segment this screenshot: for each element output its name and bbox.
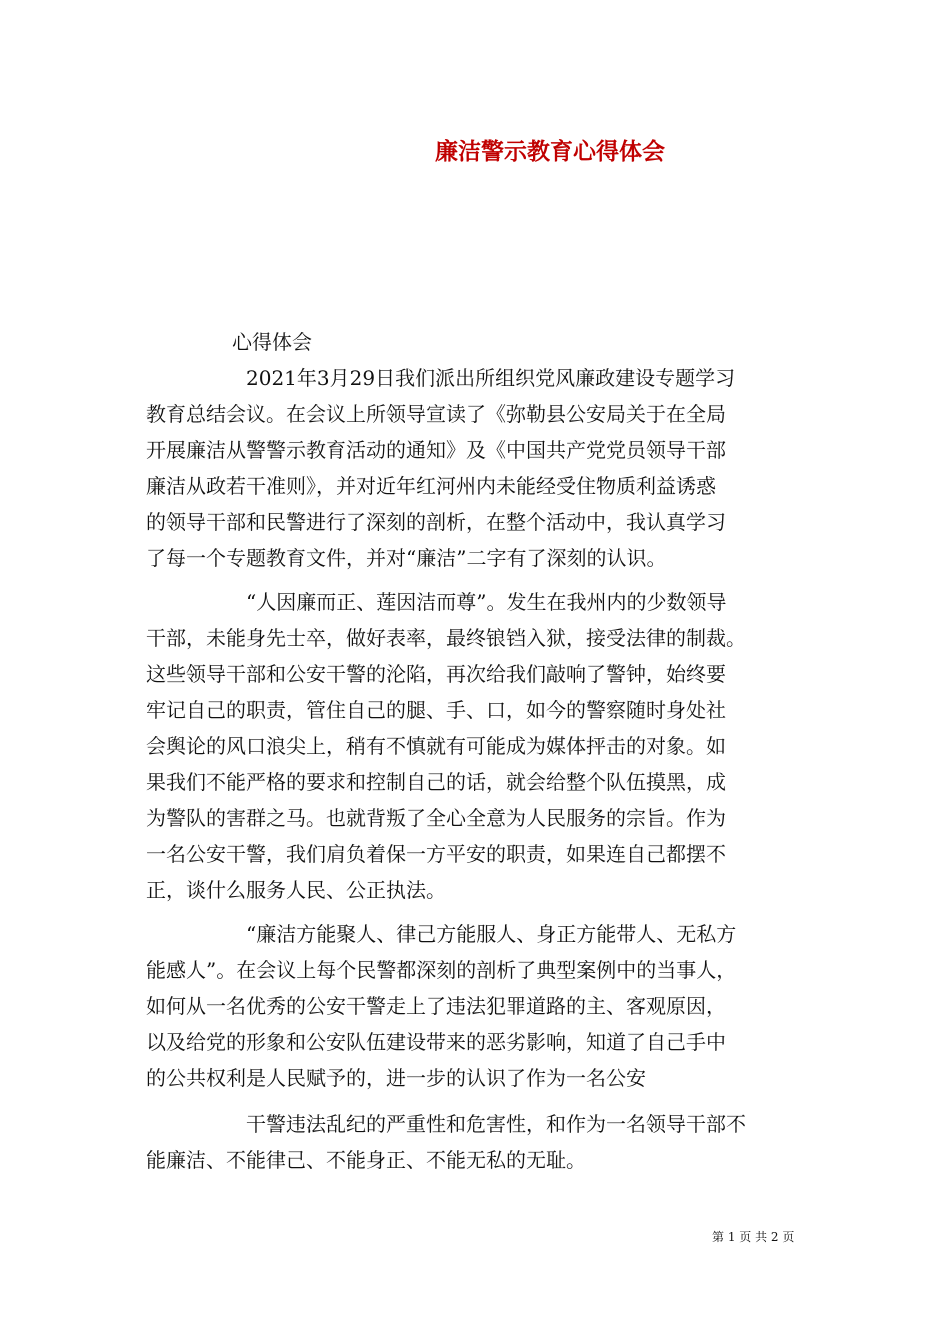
paragraph-line: 牢记自己的职责，管住自己的腿、手、口，如今的警察随时身处社 bbox=[146, 698, 726, 722]
paragraph-line: 开展廉洁从警警示教育活动的通知》及《中国共产党党员领导干部 bbox=[146, 438, 726, 462]
paragraph-line: 的领导干部和民警进行了深刻的剖析，在整个活动中，我认真学习 bbox=[146, 510, 726, 534]
paragraph-line: 如何从一名优秀的公安干警走上了违法犯罪道路的主、客观原因， bbox=[146, 994, 726, 1018]
paragraph-line: 2021年3月29日我们派出所组织党风廉政建设专题学习 bbox=[246, 366, 736, 390]
document-title: 廉洁警示教育心得体会 bbox=[435, 139, 665, 165]
paragraph-line: “廉洁方能聚人、律己方能服人、身正方能带人、无私方 bbox=[246, 922, 737, 946]
paragraph-line: 果我们不能严格的要求和控制自己的话，就会给整个队伍摸黑，成 bbox=[146, 770, 726, 794]
paragraph-line: 以及给党的形象和公安队伍建设带来的恶劣影响，知道了自己手中 bbox=[146, 1030, 726, 1054]
page-number: 第 1 页 共 2 页 bbox=[712, 1230, 795, 1244]
paragraph-line: 廉洁从政若干准则》，并对近年红河州内未能经受住物质利益诱惑 bbox=[146, 474, 716, 498]
paragraph-line: 干部，未能身先士卒，做好表率，最终锒铛入狱，接受法律的制裁。 bbox=[146, 626, 746, 650]
paragraph-line: 正，谈什么服务人民、公正执法。 bbox=[146, 878, 446, 902]
paragraph-line: 会舆论的风口浪尖上，稍有不慎就有可能成为媒体抨击的对象。如 bbox=[146, 734, 726, 758]
paragraph-line: 能感人”。在会议上每个民警都深刻的剖析了典型案例中的当事人， bbox=[146, 958, 737, 982]
paragraph-line: 的公共权利是人民赋予的，进一步的认识了作为一名公安 bbox=[146, 1066, 646, 1090]
paragraph-line: 教育总结会议。在会议上所领导宣读了《弥勒县公安局关于在全局 bbox=[146, 402, 726, 426]
section-heading: 心得体会 bbox=[232, 330, 312, 354]
paragraph-line: “人因廉而正、莲因洁而尊”。发生在我州内的少数领导 bbox=[246, 590, 727, 614]
paragraph-line: 这些领导干部和公安干警的沦陷，再次给我们敲响了警钟，始终要 bbox=[146, 662, 726, 686]
paragraph-line: 一名公安干警，我们肩负着保一方平安的职责，如果连自己都摆不 bbox=[146, 842, 726, 866]
paragraph-line: 了每一个专题教育文件，并对“廉洁”二字有了深刻的认识。 bbox=[146, 546, 667, 570]
paragraph-line: 为警队的害群之马。也就背叛了全心全意为人民服务的宗旨。作为 bbox=[146, 806, 726, 830]
paragraph-line: 干警违法乱纪的严重性和危害性，和作为一名领导干部不 bbox=[246, 1112, 746, 1136]
paragraph-line: 能廉洁、不能律己、不能身正、不能无私的无耻。 bbox=[146, 1148, 586, 1172]
